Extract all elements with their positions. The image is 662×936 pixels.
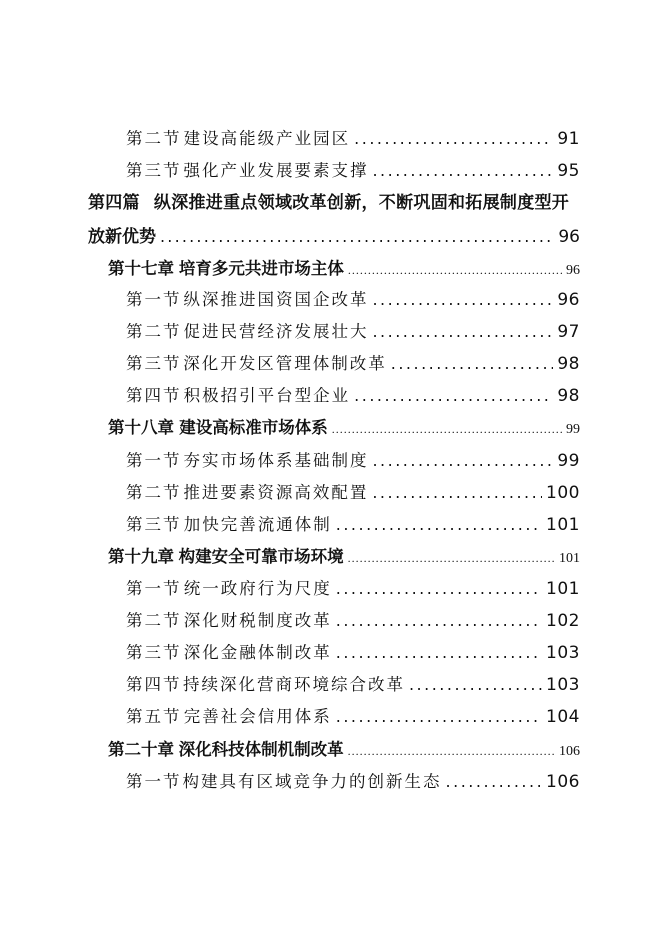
page-number: 98	[557, 386, 580, 406]
dot-leader	[336, 707, 542, 726]
section-title: 纵深推进国资国企改革	[183, 290, 369, 309]
page-number: 91	[557, 129, 580, 149]
page-number: 95	[557, 161, 580, 181]
section-entry[interactable]	[126, 318, 580, 342]
section-number: 第一节	[126, 290, 182, 309]
section-number: 第三节	[126, 643, 182, 662]
dot-leader	[336, 643, 542, 662]
section-entry[interactable]	[126, 639, 580, 663]
section-number: 第四节	[126, 675, 182, 694]
section-title: 推进要素资源高效配置	[183, 483, 369, 502]
section-title: 强化产业发展要素支撑	[183, 161, 369, 180]
dot-leader	[446, 772, 543, 791]
dot-leader	[348, 744, 555, 759]
section-number: 第三节	[126, 354, 182, 373]
page-number: 101	[546, 579, 580, 599]
chapter-number: 第十八章	[108, 418, 174, 437]
page-number: 98	[557, 354, 580, 374]
section-title: 深化金融体制改革	[183, 643, 332, 662]
section-title: 完善社会信用体系	[183, 707, 332, 726]
page-number: 101	[546, 515, 580, 535]
section-entry[interactable]	[126, 157, 580, 181]
page-number: 106	[559, 744, 580, 759]
section-number: 第三节	[126, 161, 182, 180]
part-heading-line1	[88, 188, 569, 213]
page-number: 106	[546, 772, 580, 792]
section-entry[interactable]	[126, 575, 580, 599]
section-entry[interactable]	[126, 607, 580, 631]
page-number: 96	[558, 227, 580, 247]
chapter-title: 构建安全可靠市场环境	[178, 547, 344, 566]
section-entry[interactable]	[126, 125, 580, 149]
section-title: 持续深化营商环境综合改革	[182, 675, 405, 694]
chapter-entry[interactable]	[108, 255, 580, 279]
page-number: 97	[557, 322, 580, 342]
dot-leader	[348, 551, 555, 566]
dot-leader	[409, 675, 542, 694]
dot-leader	[160, 227, 554, 246]
section-title: 深化开发区管理体制改革	[183, 354, 387, 373]
section-number: 第二节	[126, 611, 182, 630]
page-number: 99	[557, 451, 580, 471]
section-title: 构建具有区域竞争力的创新生态	[182, 772, 442, 791]
dot-leader	[336, 515, 542, 534]
section-entry[interactable]	[126, 350, 580, 374]
page-number: 100	[546, 483, 580, 503]
chapter-number: 第十七章	[108, 259, 174, 278]
dot-leader	[372, 290, 553, 309]
section-title: 建设高能级产业园区	[183, 129, 351, 148]
dot-leader	[372, 322, 553, 341]
page-number: 96	[566, 263, 580, 278]
section-entry[interactable]	[126, 382, 580, 406]
section-entry[interactable]	[126, 671, 580, 695]
section-entry[interactable]	[126, 447, 580, 471]
section-entry[interactable]	[126, 286, 580, 310]
chapter-entry[interactable]	[108, 414, 580, 438]
section-number: 第二节	[126, 322, 182, 341]
section-number: 第一节	[126, 579, 182, 598]
dot-leader	[372, 451, 553, 470]
chapter-title: 培育多元共进市场主体	[178, 259, 344, 278]
dot-leader	[354, 386, 553, 405]
part-title-line1: 纵深推进重点领域改革创新，不断巩固和拓展制度型开	[153, 193, 570, 213]
dot-leader	[348, 263, 562, 278]
section-number: 第二节	[126, 129, 182, 148]
section-number: 第三节	[126, 515, 182, 534]
section-entry[interactable]	[126, 511, 580, 535]
dot-leader	[372, 483, 542, 502]
dot-leader	[391, 354, 554, 373]
section-number: 第四节	[126, 386, 182, 405]
chapter-title: 深化科技体制机制改革	[178, 740, 344, 759]
part-heading-line2[interactable]	[88, 222, 580, 247]
dot-leader	[332, 422, 562, 437]
chapter-title: 建设高标准市场体系	[179, 418, 328, 437]
section-entry[interactable]	[126, 703, 580, 727]
page-number: 104	[546, 707, 580, 727]
dot-leader	[372, 161, 553, 180]
section-number: 第二节	[126, 483, 182, 502]
page-number: 103	[546, 643, 580, 663]
section-number: 第一节	[126, 772, 182, 791]
section-entry[interactable]	[126, 479, 580, 503]
part-title-line2: 放新优势	[88, 227, 156, 247]
section-title: 加快完善流通体制	[183, 515, 332, 534]
chapter-number: 第二十章	[108, 740, 174, 759]
page-number: 99	[566, 422, 580, 437]
chapter-number: 第十九章	[108, 547, 174, 566]
dot-leader	[336, 579, 542, 598]
section-title: 深化财税制度改革	[183, 611, 332, 630]
dot-leader	[354, 129, 553, 148]
page-number: 103	[546, 675, 580, 695]
dot-leader	[336, 611, 542, 630]
chapter-entry[interactable]	[108, 543, 580, 567]
section-title: 夯实市场体系基础制度	[183, 451, 369, 470]
page-number: 102	[546, 611, 580, 631]
section-number: 第一节	[126, 451, 182, 470]
section-title: 促进民营经济发展壮大	[183, 322, 369, 341]
section-title: 积极招引平台型企业	[183, 386, 351, 405]
section-entry[interactable]	[126, 768, 580, 792]
part-number: 第四篇	[88, 193, 140, 213]
chapter-entry[interactable]	[108, 736, 580, 760]
page-number: 101	[559, 551, 580, 566]
section-number: 第五节	[126, 707, 182, 726]
page-number: 96	[557, 290, 580, 310]
section-title: 统一政府行为尺度	[183, 579, 332, 598]
